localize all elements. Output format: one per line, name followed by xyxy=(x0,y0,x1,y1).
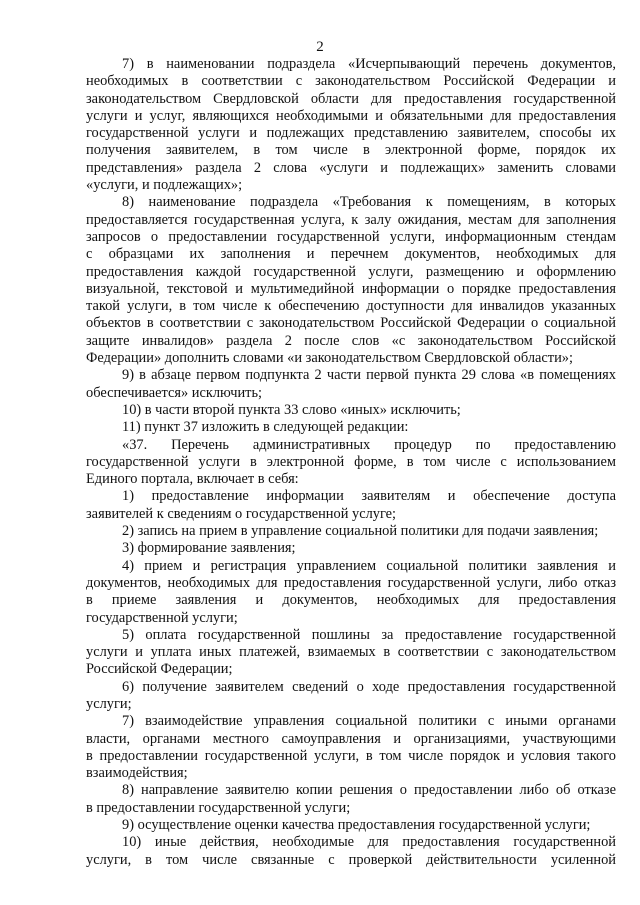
document-body xyxy=(86,56,616,869)
text-line: получения заявителем, в том числе в электронной форме, порядок их xyxy=(86,142,616,159)
text-line: 2) запись на прием в управление социальной политики для подачи заявления; xyxy=(122,523,599,540)
text-line: объектов в соответствии с законодательством Российской Федерации о социальной xyxy=(86,315,616,332)
text-line: такой услуги, в том числе к обеспечению доступности для инвалидов указанных xyxy=(86,298,616,315)
text-line: 11) пункт 37 изложить в следующей редакции: xyxy=(122,419,409,436)
text-line: 9) осуществление оценки качества предоставления государственной услуги; xyxy=(122,817,591,834)
text-line: Единого портала, включает в себя: xyxy=(86,471,299,488)
text-line: 4) прием и регистрация управлением социальной политики заявления и xyxy=(122,557,616,574)
text-line: государственной услуги; xyxy=(86,609,238,626)
text-line: запросов о предоставлении государственной услуги, информационным стендам xyxy=(86,228,616,245)
text-line: в предоставлении государственной услуги, в том числе порядок и условия такого xyxy=(86,747,616,764)
text-line: в предоставлении государственной услуги; xyxy=(86,799,351,816)
text-line: 10) в части второй пункта 33 слово «иных» исключить; xyxy=(122,401,461,418)
text-line: защите инвалидов» раздела 2 после слов «с законодательством Российской xyxy=(86,332,616,349)
page-number: 2 xyxy=(316,39,324,55)
text-line: визуальной, текстовой и мультимедийной информации о порядке предоставления xyxy=(86,280,616,297)
text-line: 6) получение заявителем сведений о ходе предоставления государственной xyxy=(122,678,616,695)
text-line: «37. Перечень административных процедур по предоставлению xyxy=(122,436,616,453)
text-line: заявителей к сведениям о государственной услуге; xyxy=(86,505,397,522)
text-line: предоставления каждой государственной услуги, размещению и оформлению xyxy=(86,263,616,280)
text-line: 7) в наименовании подраздела «Исчерпывающий перечень документов, xyxy=(122,56,616,72)
text-line: государственной услуги в электронной форме, в том числе с использованием xyxy=(86,453,616,470)
text-line: 3) формирование заявления; xyxy=(122,540,296,557)
text-line: 1) предоставление информации заявителям и обеспечение доступа xyxy=(122,488,616,505)
text-line: услуги, в том числе связанные с проверкой действительности усиленной xyxy=(86,851,616,868)
text-line: 9) в абзаце первом подпункта 2 части первой пункта 29 слова «в помещениях xyxy=(122,367,616,384)
text-line: документов, необходимых для предоставления государственной услуги, либо отказ xyxy=(86,574,616,591)
text-line: услуги и услуг, являющихся необходимыми и обязательными для предоставления xyxy=(86,107,616,124)
text-line: 8) наименование подраздела «Требования к помещениям, в которых xyxy=(122,194,616,211)
text-line: Федерации» дополнить словами «и законодательством Свердловской области»; xyxy=(86,350,573,367)
text-line: необходимых в соответствии с законодательством Российской Федерации и xyxy=(86,73,616,90)
text-line: государственной услуги и подлежащих представлению заявителем, способы их xyxy=(86,125,616,142)
text-line: в приеме заявления и документов, необходимых для предоставления xyxy=(86,592,616,609)
text-line: предоставляется государственная услуга, к залу ожидания, местам для заполнения xyxy=(86,211,616,228)
text-line: услуги и уплата иных платежей, взимаемых в соответствии с законодательством xyxy=(86,644,616,661)
text-line: обеспечивается» исключить; xyxy=(86,384,263,401)
text-line: с образцами их заполнения и перечнем документов, необходимых для xyxy=(86,246,616,263)
text-line: 8) направление заявителю копии решения о предоставлении либо об отказе xyxy=(122,782,616,799)
text-line: 10) иные действия, необходимые для предоставления государственной xyxy=(122,834,616,851)
text-line: Российской Федерации; xyxy=(86,661,233,678)
text-line: представления» раздела 2 слова «услуги и подлежащих» заменить словами xyxy=(86,159,616,176)
text-line: власти, органами местного самоуправления и организациями, участвующими xyxy=(86,730,616,747)
text-line: взаимодействия; xyxy=(86,765,188,782)
text-line: «услуги, и подлежащих»; xyxy=(86,177,243,194)
text-line: 5) оплата государственной пошлины за предоставление государственной xyxy=(122,626,616,643)
text-line: услуги; xyxy=(86,695,132,712)
text-line: 7) взаимодействие управления социальной политики с иными органами xyxy=(122,713,616,730)
text-line: законодательством Свердловской области для предоставления государственной xyxy=(86,90,616,107)
